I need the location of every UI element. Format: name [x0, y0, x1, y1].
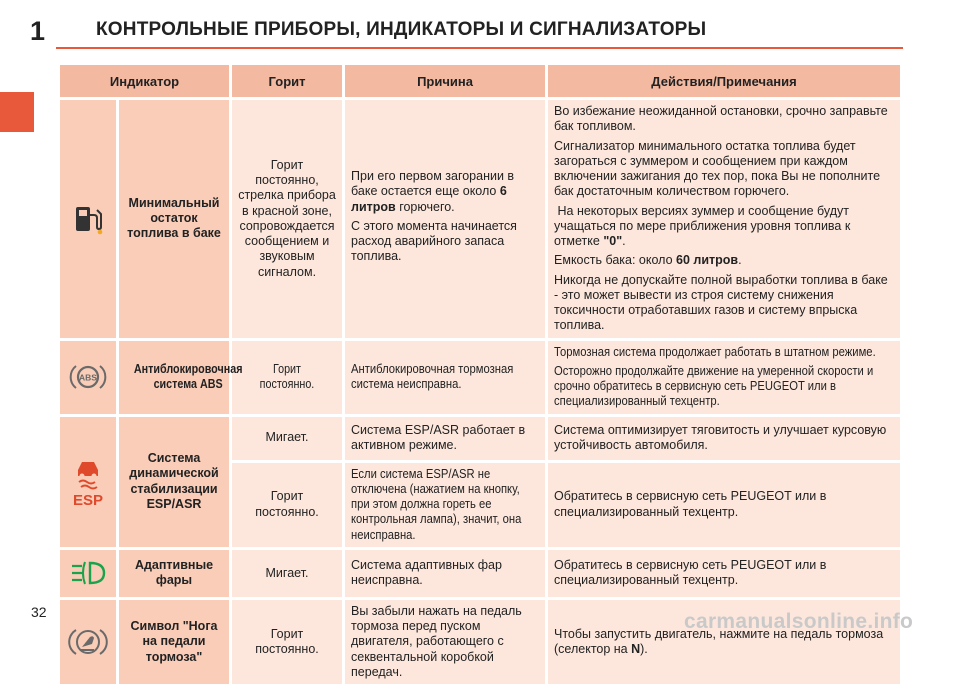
page-title: КОНТРОЛЬНЫЕ ПРИБОРЫ, ИНДИКАТОРЫ И СИГНАЛИЗАТОРЫ	[96, 19, 707, 40]
column-header-actions: Действия/Примечания	[548, 65, 900, 97]
cause-text: Если система ESP/ASR не отключена (нажатием на кнопку, при этом должна гореть ее контрольная лампа), значит, она неисправна.	[345, 463, 545, 547]
lit-state: Горит постоянно, стрелка прибора в красной зоне, сопровождается сообщением и звуковым сигналом.	[232, 100, 342, 338]
action-text: Система оптимизирует тяговитость и улучшает курсовую устойчивость автомобиля.	[548, 417, 900, 460]
indicator-name: Минимальный остаток топлива в баке	[119, 100, 229, 338]
indicator-table	[57, 62, 903, 687]
indicator-name: Адаптивные фары	[119, 550, 229, 597]
indicator-icon-cell	[60, 417, 116, 547]
cause-text: Система ESP/ASR работает в активном режиме.	[345, 417, 545, 460]
svg-text:ABS: ABS	[79, 372, 97, 383]
column-header-lit: Горит	[232, 65, 342, 97]
indicator-name: Символ "Нога на педали тормоза"	[119, 600, 229, 684]
column-header-indicator: Индикатор	[60, 65, 229, 97]
brake-pedal-icon	[60, 625, 116, 659]
lit-state: Мигает.	[232, 417, 342, 460]
abs-icon	[60, 362, 116, 392]
indicator-name: Антиблокировочная система ABS	[119, 341, 229, 414]
indicator-icon-cell	[60, 600, 116, 684]
table-row	[60, 100, 900, 338]
adaptive-headlamp-icon	[60, 558, 116, 588]
fuel-pump-icon	[60, 201, 116, 237]
column-header-cause: Причина	[345, 65, 545, 97]
cause-text: Антиблокировочная тормозная система неисправна.	[345, 341, 545, 414]
action-text: Тормозная система продолжает работать в штатном режиме. Осторожно продолжайте движение на умеренной скорости и срочно обратитесь в сервисную сеть PEUGEOT или в специализированный техцентр.	[548, 341, 900, 414]
table-row	[60, 417, 900, 460]
action-text: Обратитесь в сервисную сеть PEUGEOT или в специализированный техцентр.	[548, 550, 900, 597]
svg-text:ESP: ESP	[72, 491, 104, 508]
chapter-side-tab	[0, 92, 34, 132]
table-row	[60, 550, 900, 597]
cause-text: Система адаптивных фар неисправна.	[345, 550, 545, 597]
action-text: Обратитесь в сервисную сеть PEUGEOT или в специализированный техцентр.	[548, 463, 900, 547]
table-header-row	[60, 65, 900, 97]
indicator-icon-cell	[60, 341, 116, 414]
lit-state: Горит постоянно.	[232, 341, 342, 414]
action-text: Чтобы запустить двигатель, нажмите на педаль тормоза (селектор на N).	[548, 600, 900, 684]
title-divider	[56, 47, 903, 49]
action-text: Во избежание неожиданной остановки, срочно заправьте бак топливом. Сигнализатор минимального остатка топлива будет загораться с зуммером и сообщением при каждом включении зажигания до тех пор, пока Вы не пополните бак достаточным количеством горючего. На некоторых версиях зуммер и сообщение будут учащаться по мере приближения уровня топлива к отметке "0". Емкость бака: около 60 литров. Никогда не допускайте полной выработки топлива в баке - это может вывести из строя систему снижения токсичности отработавших газов и систему впрыска топлива.	[548, 100, 900, 338]
cause-text: При его первом загорании в баке остается еще около 6 литров горючего. С этого момента начинается расход аварийного запаса топлива.	[345, 100, 545, 338]
lit-state: Мигает.	[232, 550, 342, 597]
lit-state: Горит постоянно.	[232, 600, 342, 684]
indicator-icon-cell	[60, 100, 116, 338]
watermark: carmanualsonline.info	[684, 610, 914, 633]
lit-state: Горит постоянно.	[232, 463, 342, 547]
table-row	[60, 341, 900, 414]
page-number: 32	[31, 604, 47, 620]
indicator-icon-cell	[60, 550, 116, 597]
esp-skid-icon	[60, 456, 116, 508]
chapter-number: 1	[30, 16, 46, 46]
cause-text: Вы забыли нажать на педаль тормоза перед пуском двигателя, работающего с секвентальной коробкой передач.	[345, 600, 545, 684]
indicator-name: Система динамической стабилизации ESP/ASR	[119, 417, 229, 547]
